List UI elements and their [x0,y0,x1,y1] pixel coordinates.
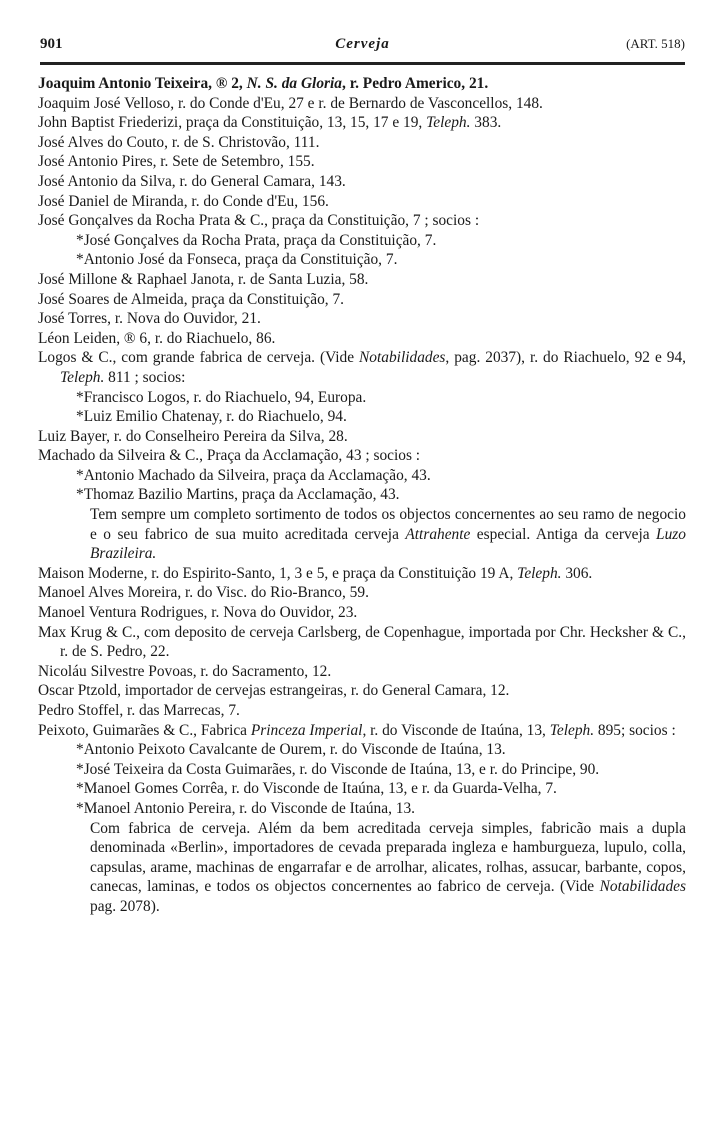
entry-text: *Antonio José da Fonseca, praça da Constituição, 7. [76,251,398,269]
entry-text: José Millone & Raphael Janota, r. de Santa Luzia, 58. [38,270,369,288]
directory-entry [38,113,686,133]
directory-entry [38,309,686,329]
directory-entry [38,94,686,114]
entry-note [38,819,686,917]
entry-text: Joaquim Antonio Teixeira, [38,75,216,92]
entry-text: Machado da Silveira & C., Praça da Acclamação, 43 ; socios : [38,447,421,465]
directory-entry [38,681,686,701]
entry-text: *Manoel Gomes Corrêa, r. do Visconde de Itaúna, 13, e r. da Guarda-Velha, 7. [76,780,557,798]
partner-entry [38,485,686,505]
directory-entry [38,152,686,172]
entry-text: Teleph. [517,564,562,582]
entry-text: Max Krug & C., com deposito de cerveja Carlsberg, de Copenhague, importada por Chr. Hecksher & C., r. de S. Pedro, 22. [38,623,686,661]
entry-text: Attrahente [405,525,471,543]
entry-text: 306. [561,564,593,582]
directory-entry [38,446,686,466]
directory-entry [38,290,686,310]
entry-text: José Alves do Couto, r. de S. Christovão, 111. [38,133,320,151]
entry-text: Nicoláu Silvestre Povoas, r. do Sacramento, 12. [38,662,332,680]
entry-text: José Gonçalves da Rocha Prata & C., praça da Constituição, 7 ; socios : [38,212,480,230]
entry-text: José Daniel de Miranda, r. do Conde d'Eu, 156. [38,192,329,210]
entry-text: Joaquim José Velloso, r. do Conde d'Eu, 27 e r. de Bernardo de Vasconcellos, 148. [38,94,543,112]
entry-text: José Soares de Almeida, praça da Constituição, 7. [38,290,345,308]
partner-entry [38,231,686,251]
entry-text: , r. Pedro Americo, 21. [342,75,489,92]
entry-text: , pag. 2037), r. do Riachuelo, 92 e 94, [445,349,686,367]
partner-entry [38,250,686,270]
entry-text: *Antonio Peixoto Cavalcante de Ourem, r. do Visconde de Itaúna, 13. [76,741,506,759]
entry-text: Com fabrica de cerveja. Além da bem acreditada cerveja simples, fabricão mais a dupla denominada «Berlin», importadores de cevada preparada ingleza e hamburgueza, lupulo, colla, capsulas, arame, machinas de engarrafar e de arrolhar, alicates, rolhas, assucar, barbante, copos, canecas, laminas, e todos os objectos concernentes ao fabrico de cerveja. (Vide [90,819,686,896]
partner-entry [38,740,686,760]
entry-text: Oscar Ptzold, importador de cervejas estrangeiras, r. do General Camara, 12. [38,682,510,700]
entry-text: *Thomaz Bazilio Martins, praça da Acclamação, 43. [76,486,400,504]
entry-text: José Torres, r. Nova do Ouvidor, 21. [38,310,261,328]
partner-entry [38,799,686,819]
directory-entry [38,348,686,387]
entry-text: Maison Moderne, r. do Espirito-Santo, 1, 3 e 5, e praça da Constituição 19 A, [38,564,518,582]
entry-text: Teleph. [426,114,471,132]
entry-text: Léon Leiden, ® 6, r. do Riachuelo, 86. [38,329,276,347]
directory-entry [38,329,686,349]
section-title: Cerveja [335,36,390,52]
directory-entry [38,74,686,94]
partner-entry [38,388,686,408]
directory-entry [38,564,686,584]
entry-text: José Antonio Pires, r. Sete de Setembro, 155. [38,153,315,171]
partner-entry [38,466,686,486]
entry-text: Tem sempre um completo sortimento de todos os objectos concernentes ao seu ramo de negocio e o seu fabrico de sua muito acreditada cerveja [90,506,686,543]
partner-entry [38,760,686,780]
entry-text: Peixoto, Guimarães & C., Fabrica [38,721,251,739]
entry-text: Luzo Brazileira. [90,525,686,563]
directory-entry [38,133,686,153]
entry-text: N. S. da Gloria [246,75,342,92]
entry-text: *José Teixeira da Costa Guimarães, r. do Visconde de Itaúna, 13, e r. do Principe, 90. [76,760,600,778]
entry-list [38,74,686,917]
directory-entry [38,172,686,192]
directory-entry [38,192,686,212]
entry-text: *Francisco Logos, r. do Riachuelo, 94, Europa. [76,388,367,406]
entry-text: John Baptist Friederizi, praça da Constituição, 13, 15, 17 e 19, [38,114,427,132]
entry-text: pag. 2078). [90,897,160,915]
entry-text: Teleph. [60,368,105,386]
directory-entry [38,583,686,603]
entry-note [38,505,686,564]
directory-entry [38,623,686,662]
entry-text: Logos & C., com grande fabrica de cerveja. (Vide [38,349,360,367]
page-header [40,34,685,65]
entry-text: *Manoel Antonio Pereira, r. do Visconde de Itaúna, 13. [76,799,416,817]
article-reference: (ART. 518) [626,36,685,51]
entry-text: especial. Antiga da cerveja [470,525,657,543]
directory-entry [38,211,686,231]
entry-text: Pedro Stoffel, r. das Marrecas, 7. [38,702,240,719]
entry-text: *José Gonçalves da Rocha Prata, praça da Constituição, 7. [76,231,437,249]
directory-entry [38,427,686,447]
entry-text: *Antonio Machado da Silveira, praça da Acclamação, 43. [76,466,431,484]
entry-text: ® 2, [215,75,247,92]
entry-text: Notabilidades [359,349,446,367]
entry-text: *Luiz Emilio Chatenay, r. do Riachuelo, 94. [76,408,347,426]
entry-text: José Antonio da Silva, r. do General Camara, 143. [38,172,346,190]
entry-text: Manoel Alves Moreira, r. do Visc. do Rio-Branco, 59. [38,584,369,602]
entry-text: Luiz Bayer, r. do Conselheiro Pereira da Silva, 28. [38,427,348,445]
partner-entry [38,779,686,799]
directory-entry [38,701,686,721]
entry-text: Princeza Imperial [250,721,363,739]
entry-text: Teleph. [549,721,595,739]
directory-entry [38,603,686,623]
directory-entry [38,270,686,290]
directory-entry [38,721,686,741]
entry-text: Notabilidades [599,878,686,896]
partner-entry [38,407,686,427]
entry-text: 383. [470,114,502,132]
page-number: 901 [40,36,63,52]
directory-entry [38,662,686,682]
entry-text: Manoel Ventura Rodrigues, r. Nova do Ouvidor, 23. [38,604,358,622]
entry-text: 811 ; socios: [104,368,186,386]
entry-text: 895; socios : [594,721,676,739]
entry-text: , r. do Visconde de Itaúna, 13, [362,721,550,739]
